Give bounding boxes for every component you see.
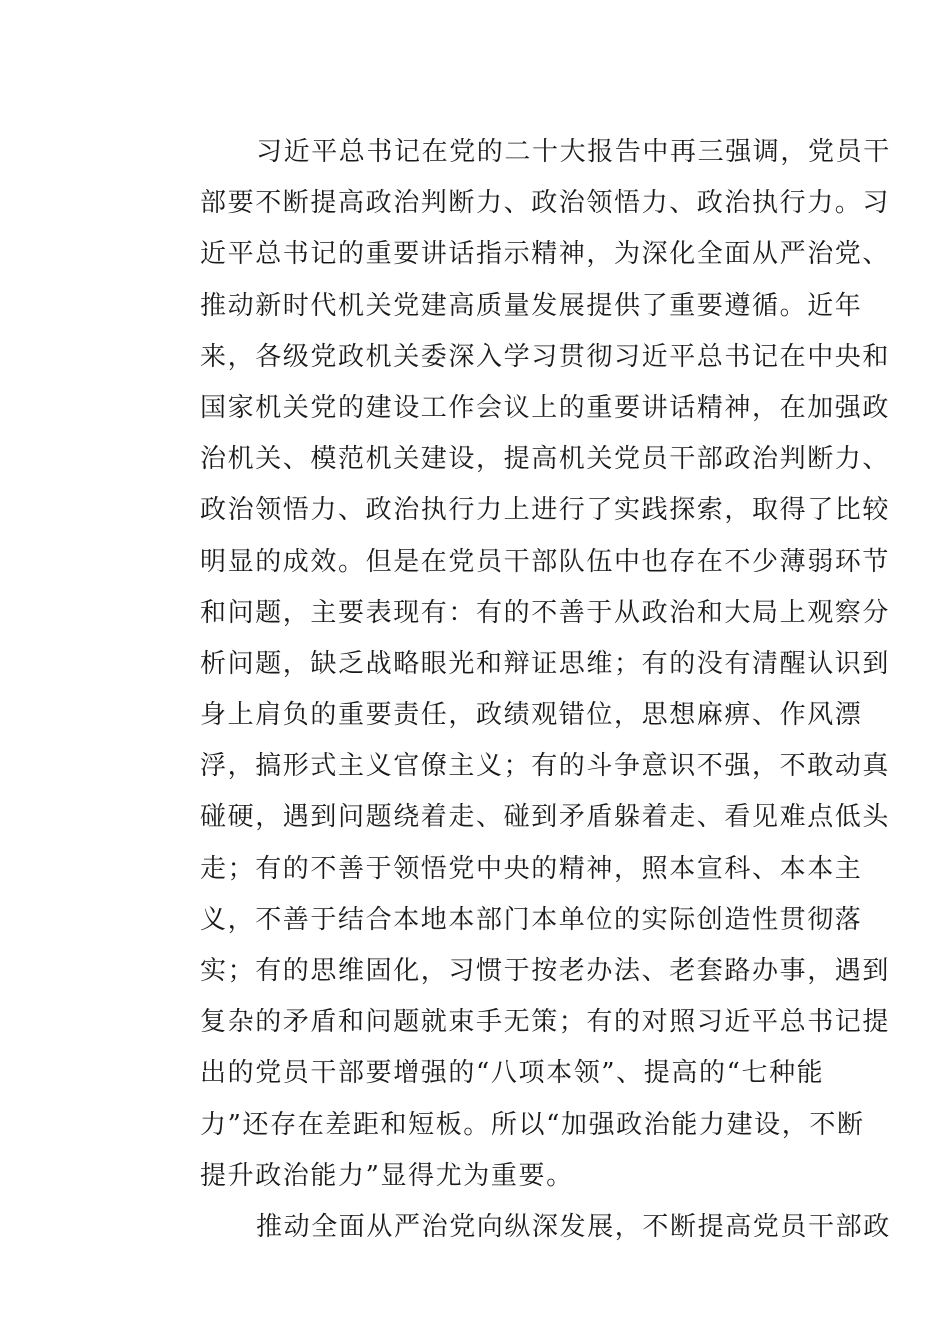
paragraph-line: 走；有的不善于领悟党中央的精神，照本宣科、本本主: [200, 853, 863, 884]
paragraph-line: 力”还存在差距和短板。所以“加强政治能力建设，不断: [200, 1109, 865, 1140]
paragraph-line: 提升政治能力”显得尤为重要。: [200, 1160, 574, 1191]
paragraph-1: [144, 127, 891, 1202]
paragraph-line: 推动全面从严治党向纵深发展，不断提高党员干部政: [256, 1211, 891, 1242]
paragraph-line: 明显的成效。但是在党员干部队伍中也存在不少薄弱环节: [200, 546, 891, 577]
paragraph-line: 析问题，缺乏战略眼光和辩证思维；有的没有清醒认识到: [200, 648, 891, 679]
body-text: [144, 127, 891, 1253]
paragraph-line: 实；有的思维固化，习惯于按老办法、老套路办事，遇到: [200, 956, 891, 986]
paragraph-line: 出的党员干部要增强的“八项本领”、提高的“七种能: [200, 1058, 825, 1089]
paragraph-line: 和问题，主要表现有：有的不善于从政治和大局上观察分: [200, 597, 891, 628]
paragraph-line: 习近平总书记在党的二十大报告中再三强调，党员干: [256, 137, 891, 167]
paragraph-line: 浮，搞形式主义官僚主义；有的斗争意识不强，不敢动真: [200, 751, 891, 782]
paragraph-line: 身上肩负的重要责任，政绩观错位，思想麻痹、作风漂: [200, 700, 863, 731]
paragraph-2: [144, 1202, 891, 1253]
paragraph-line: 义，不善于结合本地本部门本单位的实际创造性贯彻落: [200, 904, 863, 935]
paragraph-line: 政治领悟力、政治执行力上进行了实践探索，取得了比较: [200, 495, 891, 526]
paragraph-line: 治机关、模范机关建设，提高机关党员干部政治判断力、: [200, 444, 891, 475]
paragraph-line: 近平总书记的重要讲话指示精神，为深化全面从严治党、: [200, 239, 891, 270]
paragraph-line: 推动新时代机关党建高质量发展提供了重要遵循。近年: [200, 290, 863, 321]
paragraph-line: 复杂的矛盾和问题就束手无策；有的对照习近平总书记提: [200, 1007, 891, 1038]
paragraph-line: 部要不断提高政治判断力、政治领悟力、政治执行力。习: [200, 188, 891, 219]
paragraph-line: 碰硬，遇到问题绕着走、碰到矛盾躲着走、看见难点低头: [200, 802, 891, 833]
paragraph-line: 国家机关党的建设工作会议上的重要讲话精神，在加强政: [200, 392, 891, 423]
paragraph-line: 来，各级党政机关委深入学习贯彻习近平总书记在中央和: [200, 341, 891, 372]
